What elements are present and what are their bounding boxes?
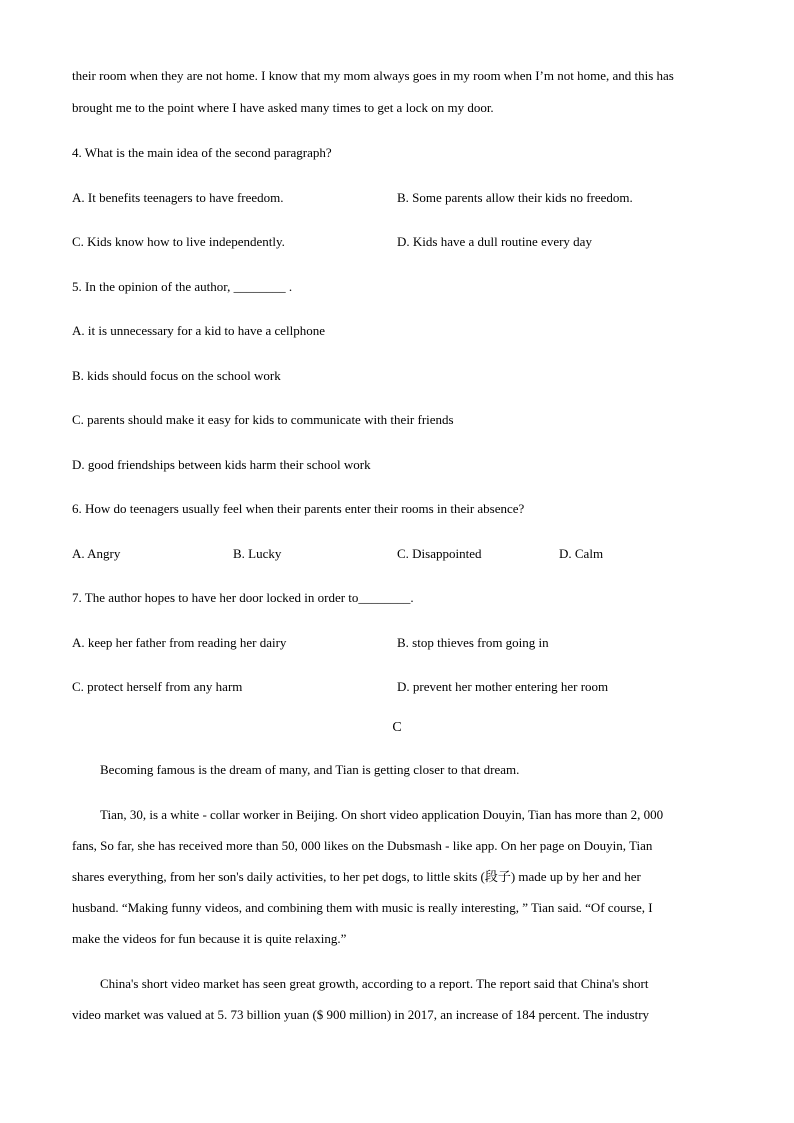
question-5-stem: 5. In the opinion of the author, ________ . — [72, 279, 293, 294]
passage-text-line: brought me to the point where I have asked many times to get a lock on my door. — [72, 100, 494, 115]
question-5-option-d: D. good friendships between kids harm their school work — [72, 457, 371, 472]
paragraph-line: China's short video market has seen great growth, according to a report. The report said that China's short — [100, 976, 649, 991]
question-6-stem: 6. How do teenagers usually feel when their parents enter their rooms in their absence? — [72, 501, 525, 516]
question-4-option-b: B. Some parents allow their kids no freedom. — [397, 190, 633, 205]
question-7-option-c: C. protect herself from any harm — [72, 679, 243, 694]
passage-text-line: their room when they are not home. I know that my mom always goes in my room when I’m not home, and this has — [72, 68, 674, 83]
question-6-option-b: B. Lucky — [233, 546, 282, 561]
paragraph-line: video market was valued at 5. 73 billion yuan ($ 900 million) in 2017, an increase of 184 percent. The industry — [72, 1007, 650, 1022]
section-heading: C — [392, 720, 402, 735]
question-5-option-b: B. kids should focus on the school work — [72, 368, 281, 383]
paragraph-line: Becoming famous is the dream of many, and Tian is getting closer to that dream. — [100, 762, 520, 777]
question-7-option-a: A. keep her father from reading her dairy — [72, 635, 287, 650]
question-6-option-a: A. Angry — [72, 546, 121, 561]
paragraph-line: make the videos for fun because it is quite relaxing.” — [72, 931, 347, 946]
paragraph-line: fans, So far, she has received more than 50, 000 likes on the Dubsmash - like app. On her page on Douyin, Tian — [72, 838, 653, 853]
question-7-option-b: B. stop thieves from going in — [397, 635, 549, 650]
question-4-stem: 4. What is the main idea of the second paragraph? — [72, 145, 332, 160]
question-4-option-d: D. Kids have a dull routine every day — [397, 234, 592, 249]
question-5-option-c: C. parents should make it easy for kids to communicate with their friends — [72, 412, 454, 427]
question-7-stem: 7. The author hopes to have her door locked in order to________. — [72, 590, 414, 605]
paragraph-line: Tian, 30, is a white - collar worker in Beijing. On short video application Douyin, Tian has more than 2, 000 — [100, 807, 664, 822]
paragraph-line: husband. “Making funny videos, and combining them with music is really interesting, ” Tian said. “Of course, I — [72, 900, 653, 915]
question-4-option-c: C. Kids know how to live independently. — [72, 234, 285, 249]
question-5-option-a: A. it is unnecessary for a kid to have a cellphone — [72, 323, 326, 338]
question-4-option-a: A. It benefits teenagers to have freedom. — [72, 190, 284, 205]
question-6-option-c: C. Disappointed — [397, 546, 482, 561]
question-7-option-d: D. prevent her mother entering her room — [397, 679, 609, 694]
paragraph-line: shares everything, from her son's daily activities, to her pet dogs, to little skits (段子) made up by her and her — [72, 869, 641, 884]
question-6-option-d: D. Calm — [559, 546, 604, 561]
